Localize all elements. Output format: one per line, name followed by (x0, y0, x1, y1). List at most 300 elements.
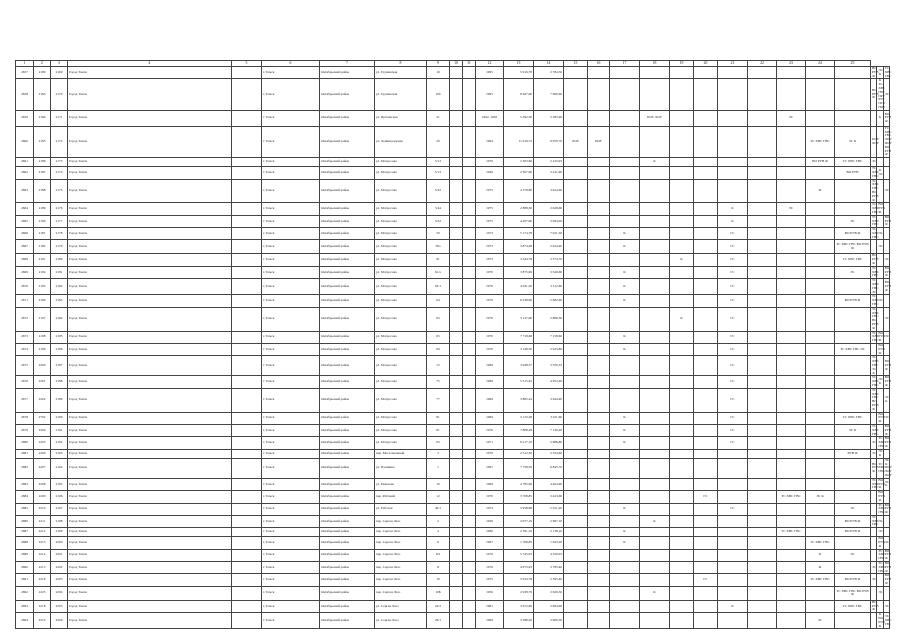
house-number-cell: 61/а (427, 266, 450, 278)
work-type-cell (806, 376, 835, 388)
city-cell: Город Томск (68, 562, 232, 574)
city-cell: Город Томск (68, 478, 232, 490)
work-type-cell (670, 344, 694, 356)
living-area-cell: 2 784,50 (534, 67, 564, 79)
work-type-cell: ВО РУВ Ф (883, 110, 889, 126)
column-number-15: 15 (564, 61, 588, 67)
work-type-cell (610, 203, 640, 215)
registry-id-cell: 2190 (34, 215, 51, 227)
work-type-cell (748, 279, 777, 295)
empty-cell (450, 562, 463, 574)
work-type-cell (588, 331, 610, 343)
work-type-cell: ЭС (877, 528, 883, 537)
object-id-cell: 2193 (51, 449, 68, 458)
district-cell: Октябрьский район (320, 179, 375, 203)
house-number-cell: 5/42 (427, 179, 450, 203)
empty-cell (232, 600, 262, 612)
registry-id-cell: 2204 (34, 424, 51, 436)
work-type-cell: ТС ХВС ГВС (872, 330, 879, 343)
living-area-cell: 7 158,60 (534, 331, 564, 343)
work-type-cell: ГС (718, 376, 748, 388)
work-type-cell (564, 344, 588, 356)
work-type-cell (670, 437, 694, 449)
work-type-cell (806, 449, 835, 458)
house-number-cell: 75 (427, 376, 450, 388)
registry-id-cell: 2209 (34, 491, 51, 503)
street-cell: ул. Матросова (375, 179, 427, 203)
empty-cell (232, 167, 262, 179)
empty-cell (450, 203, 463, 215)
empty-cell (232, 528, 262, 537)
work-type-cell (610, 167, 640, 179)
work-type-cell (640, 437, 670, 449)
object-id-cell: 2184 (51, 307, 68, 331)
object-id-cell: 2180 (51, 254, 68, 266)
year-built-cell: 1970 (476, 424, 504, 436)
work-type-cell (777, 437, 806, 449)
work-type-cell (694, 203, 718, 215)
table-row (16, 67, 890, 79)
work-type-cell: ТС ХВС ГВС (835, 600, 871, 612)
work-type-cell: ЭС (883, 537, 889, 549)
table-row (16, 503, 890, 515)
district-cell: Октябрьский район (320, 331, 375, 343)
work-type-cell (640, 179, 670, 203)
total-area-cell: 3 948,37 (504, 356, 534, 376)
city-cell: Город Томск (68, 240, 232, 254)
year-built-cell: 1973 (476, 228, 504, 240)
work-type-cell (564, 240, 588, 254)
region-cell: г. Томск (262, 331, 320, 343)
work-type-cell (564, 478, 588, 490)
living-area-cell: 3 911,60 (534, 412, 564, 424)
empty-cell (463, 562, 476, 574)
city-cell: Город Томск (68, 126, 232, 157)
row-number-cell: 2658 (16, 79, 34, 110)
region-cell: г. Томск (262, 528, 320, 537)
work-type-cell (883, 586, 889, 600)
work-type-cell (835, 562, 871, 574)
row-number-cell: 2668 (16, 254, 34, 266)
region-cell: г. Томск (262, 562, 320, 574)
work-type-cell (777, 79, 806, 110)
empty-cell (232, 67, 262, 79)
work-type-cell (694, 228, 718, 240)
object-id-cell: 2196 (51, 491, 68, 503)
district-cell: Октябрьский район (320, 458, 375, 478)
work-type-cell (670, 549, 694, 561)
work-type-cell (718, 586, 748, 600)
empty-cell (232, 388, 262, 412)
work-type-cell (777, 126, 806, 157)
work-type-cell: ТС ХВС ГВС (877, 458, 883, 478)
empty-cell (232, 613, 262, 629)
registry-id-cell: 2212 (34, 528, 51, 537)
work-type-cell (777, 331, 806, 343)
region-cell: г. Томск (262, 279, 320, 295)
total-area-cell: 1 708,85 (504, 537, 534, 549)
work-type-cell (694, 126, 718, 157)
city-cell: Город Томск (68, 215, 232, 227)
work-type-cell (588, 491, 610, 503)
work-type-cell (835, 437, 871, 449)
work-type-cell (718, 110, 748, 126)
empty-cell (450, 412, 463, 424)
registry-id-cell: 2210 (34, 503, 51, 515)
registry-id-cell: 2214 (34, 549, 51, 561)
empty-cell (232, 574, 262, 586)
empty-cell (450, 126, 463, 157)
table-row (16, 600, 890, 612)
work-type-cell (588, 528, 610, 537)
house-number-cell: 20 (427, 126, 450, 157)
work-type-cell (564, 203, 588, 215)
year-built-cell: 1992, 1993 (476, 110, 504, 126)
year-built-cell: 1966 (476, 528, 504, 537)
work-type-cell: ЭС (877, 240, 883, 254)
registry-id-cell: 2191 (34, 254, 51, 266)
work-type-cell (694, 215, 718, 227)
work-type-cell (640, 167, 670, 179)
object-id-cell: 2177 (51, 215, 68, 227)
column-number-1: 1 (16, 61, 34, 67)
total-area-cell: 2 512,30 (504, 449, 534, 458)
work-type-cell (564, 79, 588, 110)
region-cell: г. Томск (262, 344, 320, 356)
total-area-cell: 7 758,59 (504, 458, 534, 478)
work-type-cell: ТС ХВС ГВС (872, 227, 879, 239)
work-type-cell: ТС ХВС ГВС (806, 537, 835, 549)
work-type-cell (748, 254, 777, 266)
work-type-cell (640, 537, 670, 549)
work-type-cell (777, 254, 806, 266)
row-number-cell: 2688 (16, 537, 34, 549)
table-row (16, 437, 890, 449)
work-type-cell (718, 167, 748, 179)
work-type-cell (694, 503, 718, 515)
work-type-cell (564, 307, 588, 331)
living-area-cell: 5 285,90 (534, 110, 564, 126)
district-cell: Октябрьский район (320, 574, 375, 586)
work-type-cell: ВО РУВ Ф (884, 436, 892, 448)
table-row (16, 515, 890, 527)
work-type-cell (748, 158, 777, 167)
work-type-cell (694, 254, 718, 266)
work-type-cell (610, 562, 640, 574)
work-type-cell (777, 356, 806, 376)
table-row (16, 562, 890, 574)
register-table (15, 60, 890, 629)
work-type-cell: ТС ХВС ГВС ЭС (872, 278, 879, 294)
empty-cell (232, 110, 262, 126)
city-cell: Город Томск (68, 586, 232, 600)
work-type-cell (564, 449, 588, 458)
district-cell: Октябрьский район (320, 515, 375, 527)
district-cell: Октябрьский район (320, 491, 375, 503)
empty-cell (463, 279, 476, 295)
object-id-cell: 2178 (51, 228, 68, 240)
column-number-17: 17 (610, 61, 640, 67)
work-type-cell: К (877, 110, 883, 126)
year-built-cell: 1969 (476, 356, 504, 376)
row-number-cell: 2670 (16, 279, 34, 295)
work-type-cell (777, 266, 806, 278)
object-id-cell: 2189 (51, 388, 68, 412)
empty-cell (463, 266, 476, 278)
work-type-cell (640, 356, 670, 376)
work-type-cell (670, 458, 694, 478)
empty-cell (232, 515, 262, 527)
table-row (16, 424, 890, 436)
object-id-cell: 2195 (51, 478, 68, 490)
year-built-cell: 1969 (476, 478, 504, 490)
work-type-cell (748, 437, 777, 449)
work-type-cell (564, 266, 588, 278)
city-cell: Город Томск (68, 79, 232, 110)
living-area-cell: 2 923,80 (534, 344, 564, 356)
row-number-cell: 2671 (16, 295, 34, 307)
row-number-cell: 2693 (16, 600, 34, 612)
work-type-cell (610, 158, 640, 167)
city-cell: Город Томск (68, 613, 232, 629)
column-number-10: 10 (450, 61, 463, 67)
work-type-cell (835, 67, 871, 79)
work-type-cell (640, 424, 670, 436)
work-type-cell: К ВО РУВ Ф (878, 612, 885, 628)
row-number-cell: 2692 (16, 586, 34, 600)
work-type-cell (883, 295, 889, 307)
empty-cell (450, 158, 463, 167)
house-number-cell: 19б (427, 79, 450, 110)
street-cell: пер. Сергея Лазо (375, 537, 427, 549)
empty-cell (463, 437, 476, 449)
work-type-cell (748, 537, 777, 549)
registry-id-cell: 2223 (34, 586, 51, 600)
work-type-cell (694, 549, 718, 561)
work-type-cell (670, 158, 694, 167)
work-type-cell (835, 307, 871, 331)
street-cell: ул. Матросова (375, 228, 427, 240)
table-row (16, 179, 890, 203)
house-number-cell: 63/1 (427, 279, 450, 295)
empty-cell (463, 203, 476, 215)
work-type-cell: ЭС (806, 613, 835, 629)
year-built-cell: 1975 (476, 574, 504, 586)
empty-cell (463, 600, 476, 612)
living-area-cell: 7 130,20 (534, 424, 564, 436)
total-area-cell: 3 388,20 (504, 613, 534, 629)
work-type-cell (883, 449, 889, 458)
work-type-cell (777, 458, 806, 478)
work-type-cell: ЭС (835, 266, 871, 278)
work-type-cell (588, 478, 610, 490)
street-cell: ул. Матросова (375, 356, 427, 376)
work-type-cell: ТС ХВС ГВС (835, 412, 871, 424)
street-cell: ул. Грузинская (375, 67, 427, 79)
registry-id-cell: 2216 (34, 574, 51, 586)
work-type-cell: ЭС (877, 295, 883, 307)
work-type-cell (640, 203, 670, 215)
house-number-cell: 65 (427, 307, 450, 331)
work-type-cell: ТС ХВС ГВС ЭС (835, 344, 871, 356)
work-type-cell: РУВ Ф (835, 449, 871, 458)
object-id-cell: 2171 (51, 110, 68, 126)
work-type-cell (777, 478, 806, 490)
work-type-cell (806, 600, 835, 612)
registry-id-cell: 2181 (34, 228, 51, 240)
work-type-cell (610, 67, 640, 79)
work-type-cell (694, 458, 718, 478)
work-type-cell (694, 376, 718, 388)
empty-cell (450, 110, 463, 126)
year-built-cell: 1973 (476, 503, 504, 515)
work-type-cell (718, 79, 748, 110)
district-cell: Октябрьский район (320, 412, 375, 424)
district-cell: Октябрьский район (320, 126, 375, 157)
work-type-cell: ГС (718, 424, 748, 436)
work-type-cell: ГС (718, 228, 748, 240)
work-type-cell (883, 167, 889, 179)
district-cell: Октябрьский район (320, 266, 375, 278)
region-cell: г. Томск (262, 179, 320, 203)
street-cell: пер. Сергея Лазо (375, 574, 427, 586)
work-type-cell (588, 307, 610, 331)
work-type-cell (694, 515, 718, 527)
year-built-cell: 1973 (476, 254, 504, 266)
table-row (16, 537, 890, 549)
work-type-cell (564, 67, 588, 79)
living-area-cell: 4 952,26 (534, 376, 564, 388)
column-number-20: 20 (694, 61, 718, 67)
empty-cell (463, 458, 476, 478)
street-cell: пер. Сергея Лазо (375, 562, 427, 574)
work-type-cell: ЭС ХВС ГВС (883, 613, 889, 629)
work-type-cell (806, 458, 835, 478)
work-type-cell: ТС ХВС ГВС (872, 423, 879, 436)
work-type-cell (748, 412, 777, 424)
work-type-cell: ЭС (871, 574, 877, 586)
table-row (16, 295, 890, 307)
total-area-cell: 3 885,24 (504, 388, 534, 412)
total-area-cell: 2 888,30 (504, 203, 534, 215)
year-built-cell: 1969 (476, 412, 504, 424)
work-type-cell (748, 228, 777, 240)
total-area-cell: 3 708,85 (504, 491, 534, 503)
street-cell: ул. Ленинградская (375, 126, 427, 157)
work-type-cell: К (610, 240, 640, 254)
work-type-cell: К (640, 515, 670, 527)
work-type-cell: ТС ХВС ГВС (878, 502, 886, 515)
registry-id-cell: 2207 (34, 458, 51, 478)
row-number-cell: 2665 (16, 215, 34, 227)
row-number-cell: 2691 (16, 574, 34, 586)
city-cell: Город Томск (68, 179, 232, 203)
work-type-cell (718, 458, 748, 478)
empty-cell (450, 356, 463, 376)
work-type-cell: ВО РУВ Ф (878, 202, 885, 214)
empty-cell (463, 449, 476, 458)
city-cell: Город Томск (68, 356, 232, 376)
object-id-cell: 2175 (51, 179, 68, 203)
work-type-cell (670, 110, 694, 126)
work-type-cell (694, 240, 718, 254)
work-type-cell: ЭС К (835, 424, 871, 436)
work-type-cell (588, 586, 610, 600)
empty-cell (463, 549, 476, 561)
living-area-cell: 4 529,05 (534, 549, 564, 561)
work-type-cell: К (640, 586, 670, 600)
empty-cell (232, 549, 262, 561)
work-type-cell (588, 179, 610, 203)
work-type-cell (588, 203, 610, 215)
region-cell: г. Томск (262, 307, 320, 331)
work-type-cell (670, 491, 694, 503)
house-number-cell: 5/12 (427, 158, 450, 167)
object-id-cell: 2199 (51, 528, 68, 537)
row-number-cell: 2673 (16, 331, 34, 343)
work-type-cell (670, 228, 694, 240)
house-number-cell: 64 (427, 295, 450, 307)
work-type-cell: К (610, 266, 640, 278)
work-type-cell: ВО РУВ Ф (884, 265, 892, 278)
column-number-3: 3 (51, 61, 68, 67)
region-cell: г. Томск (262, 458, 320, 478)
work-type-cell: ВО РУВ Ф (872, 253, 879, 266)
total-area-cell: 4 631,20 (504, 279, 534, 295)
work-type-cell (748, 179, 777, 203)
house-number-cell: 1 (427, 458, 450, 478)
work-type-cell: К (670, 254, 694, 266)
living-area-cell: 2 628,60 (534, 203, 564, 215)
object-id-cell: 2202 (51, 562, 68, 574)
registry-id-cell: 2202 (34, 388, 51, 412)
work-type-cell (610, 307, 640, 331)
work-type-cell: ТС ХВС ГВС ВО РУВ Ф (835, 586, 871, 600)
work-type-cell (806, 110, 835, 126)
work-type-cell: ЭС (883, 331, 889, 343)
street-cell: ул. Матросова (375, 331, 427, 343)
house-number-cell: 81 (427, 424, 450, 436)
work-type-cell (718, 549, 748, 561)
work-type-cell: ТС ХВС ГВС (872, 166, 879, 178)
region-cell: г. Томск (262, 167, 320, 179)
house-number-cell: 77 (427, 388, 450, 412)
row-number-cell: 2683 (16, 478, 34, 490)
district-cell: Октябрьский район (320, 449, 375, 458)
row-number-cell: 2669 (16, 266, 34, 278)
work-type-cell (564, 331, 588, 343)
work-type-cell (610, 388, 640, 412)
work-type-cell (588, 240, 610, 254)
registry-id-cell: 2197 (34, 307, 51, 331)
work-type-cell: ВО РУВ Ф (878, 330, 885, 343)
house-number-cell: 4 (427, 528, 450, 537)
year-built-cell: 1970 (476, 331, 504, 343)
empty-cell (232, 478, 262, 490)
living-area-cell: 2 960,30 (534, 613, 564, 629)
work-type-cell (748, 110, 777, 126)
work-type-cell: ВО РУВ Ф (884, 214, 892, 227)
work-type-cell (640, 307, 670, 331)
region-cell: г. Томск (262, 574, 320, 586)
work-type-cell: ВО РУВ Ф (884, 423, 892, 436)
work-type-cell (835, 376, 871, 388)
work-type-cell: ТС ХВС ГВС (777, 528, 806, 537)
empty-cell (232, 562, 262, 574)
city-cell: Город Томск (68, 600, 232, 612)
work-type-cell (564, 503, 588, 515)
city-cell: Город Томск (68, 424, 232, 436)
